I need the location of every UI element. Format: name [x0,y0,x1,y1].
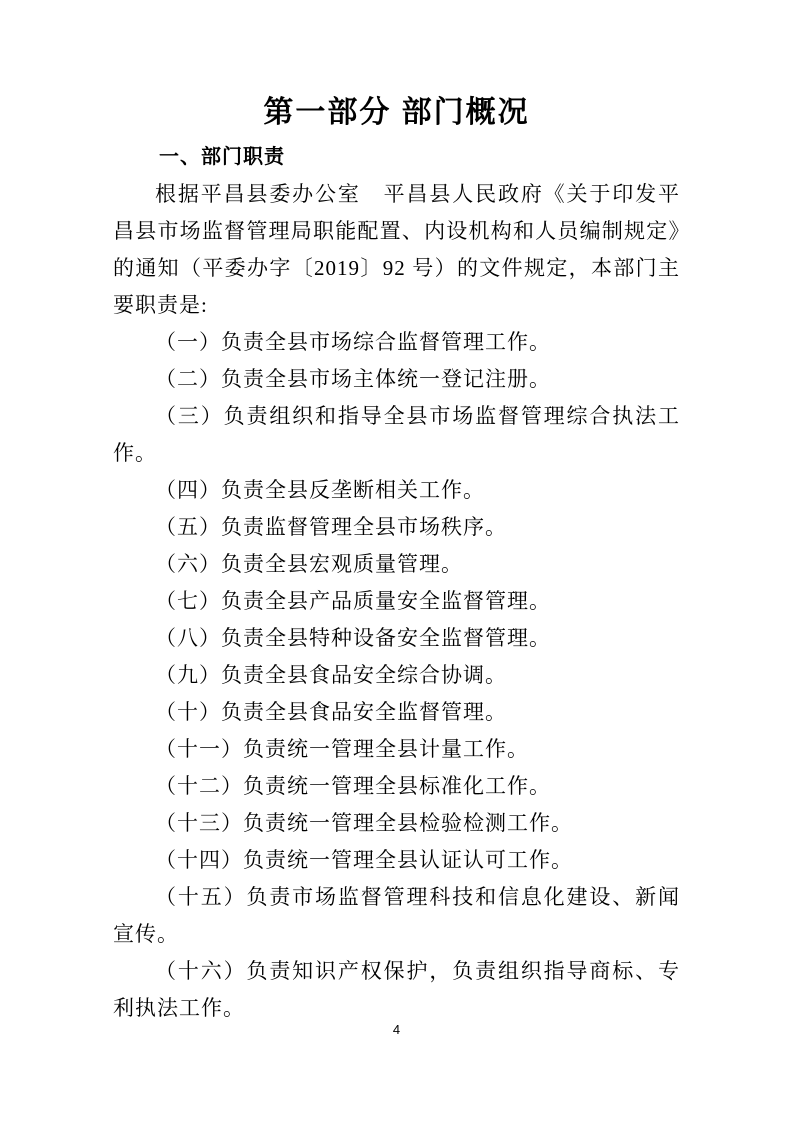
duty-item-8: （八）负责全县特种设备安全监督管理。 [155,626,551,650]
duty-item-13: （十三）负责统一管理全县检验检测工作。 [155,811,573,835]
document-content [113,94,680,1027]
intro-paragraph: 根据平昌县委办公室 平昌县人民政府《关于印发平昌县市场监督管理局职能配置、内设机构和人员编制规定》的通知（平委办字〔2019〕92 号）的文件规定，本部门主要职责是: [113,182,680,317]
section-heading: 一、部门职责 [159,146,285,168]
duty-item-3: （三）负责组织和指导全县市场监督管理综合执法工作。 [113,404,680,465]
duty-item-14: （十四）负责统一管理全县认证认可工作。 [155,848,573,872]
duty-item-6: （六）负责全县宏观质量管理。 [155,552,463,576]
page-title: 第一部分 部门概况 [263,96,530,129]
duty-item-1: （一）负责全县市场综合监督管理工作。 [155,330,551,354]
page-number: 4 [392,1022,401,1037]
duty-item-9: （九）负责全县食品安全综合协调。 [155,663,507,687]
duty-item-5: （五）负责监督管理全县市场秩序。 [155,515,507,539]
duty-item-10: （十）负责全县食品安全监督管理。 [155,700,507,724]
duty-item-12: （十二）负责统一管理全县标准化工作。 [155,774,551,798]
duty-item-7: （七）负责全县产品质量安全监督管理。 [155,589,551,613]
duty-item-2: （二）负责全县市场主体统一登记注册。 [155,367,551,391]
duty-item-15: （十五）负责市场监督管理科技和信息化建设、新闻宣传。 [113,885,680,946]
duty-item-11: （十一）负责统一管理全县计量工作。 [155,737,529,761]
duty-item-4: （四）负责全县反垄断相关工作。 [155,478,485,502]
duty-item-16: （十六）负责知识产权保护，负责组织指导商标、专利执法工作。 [113,959,680,1020]
